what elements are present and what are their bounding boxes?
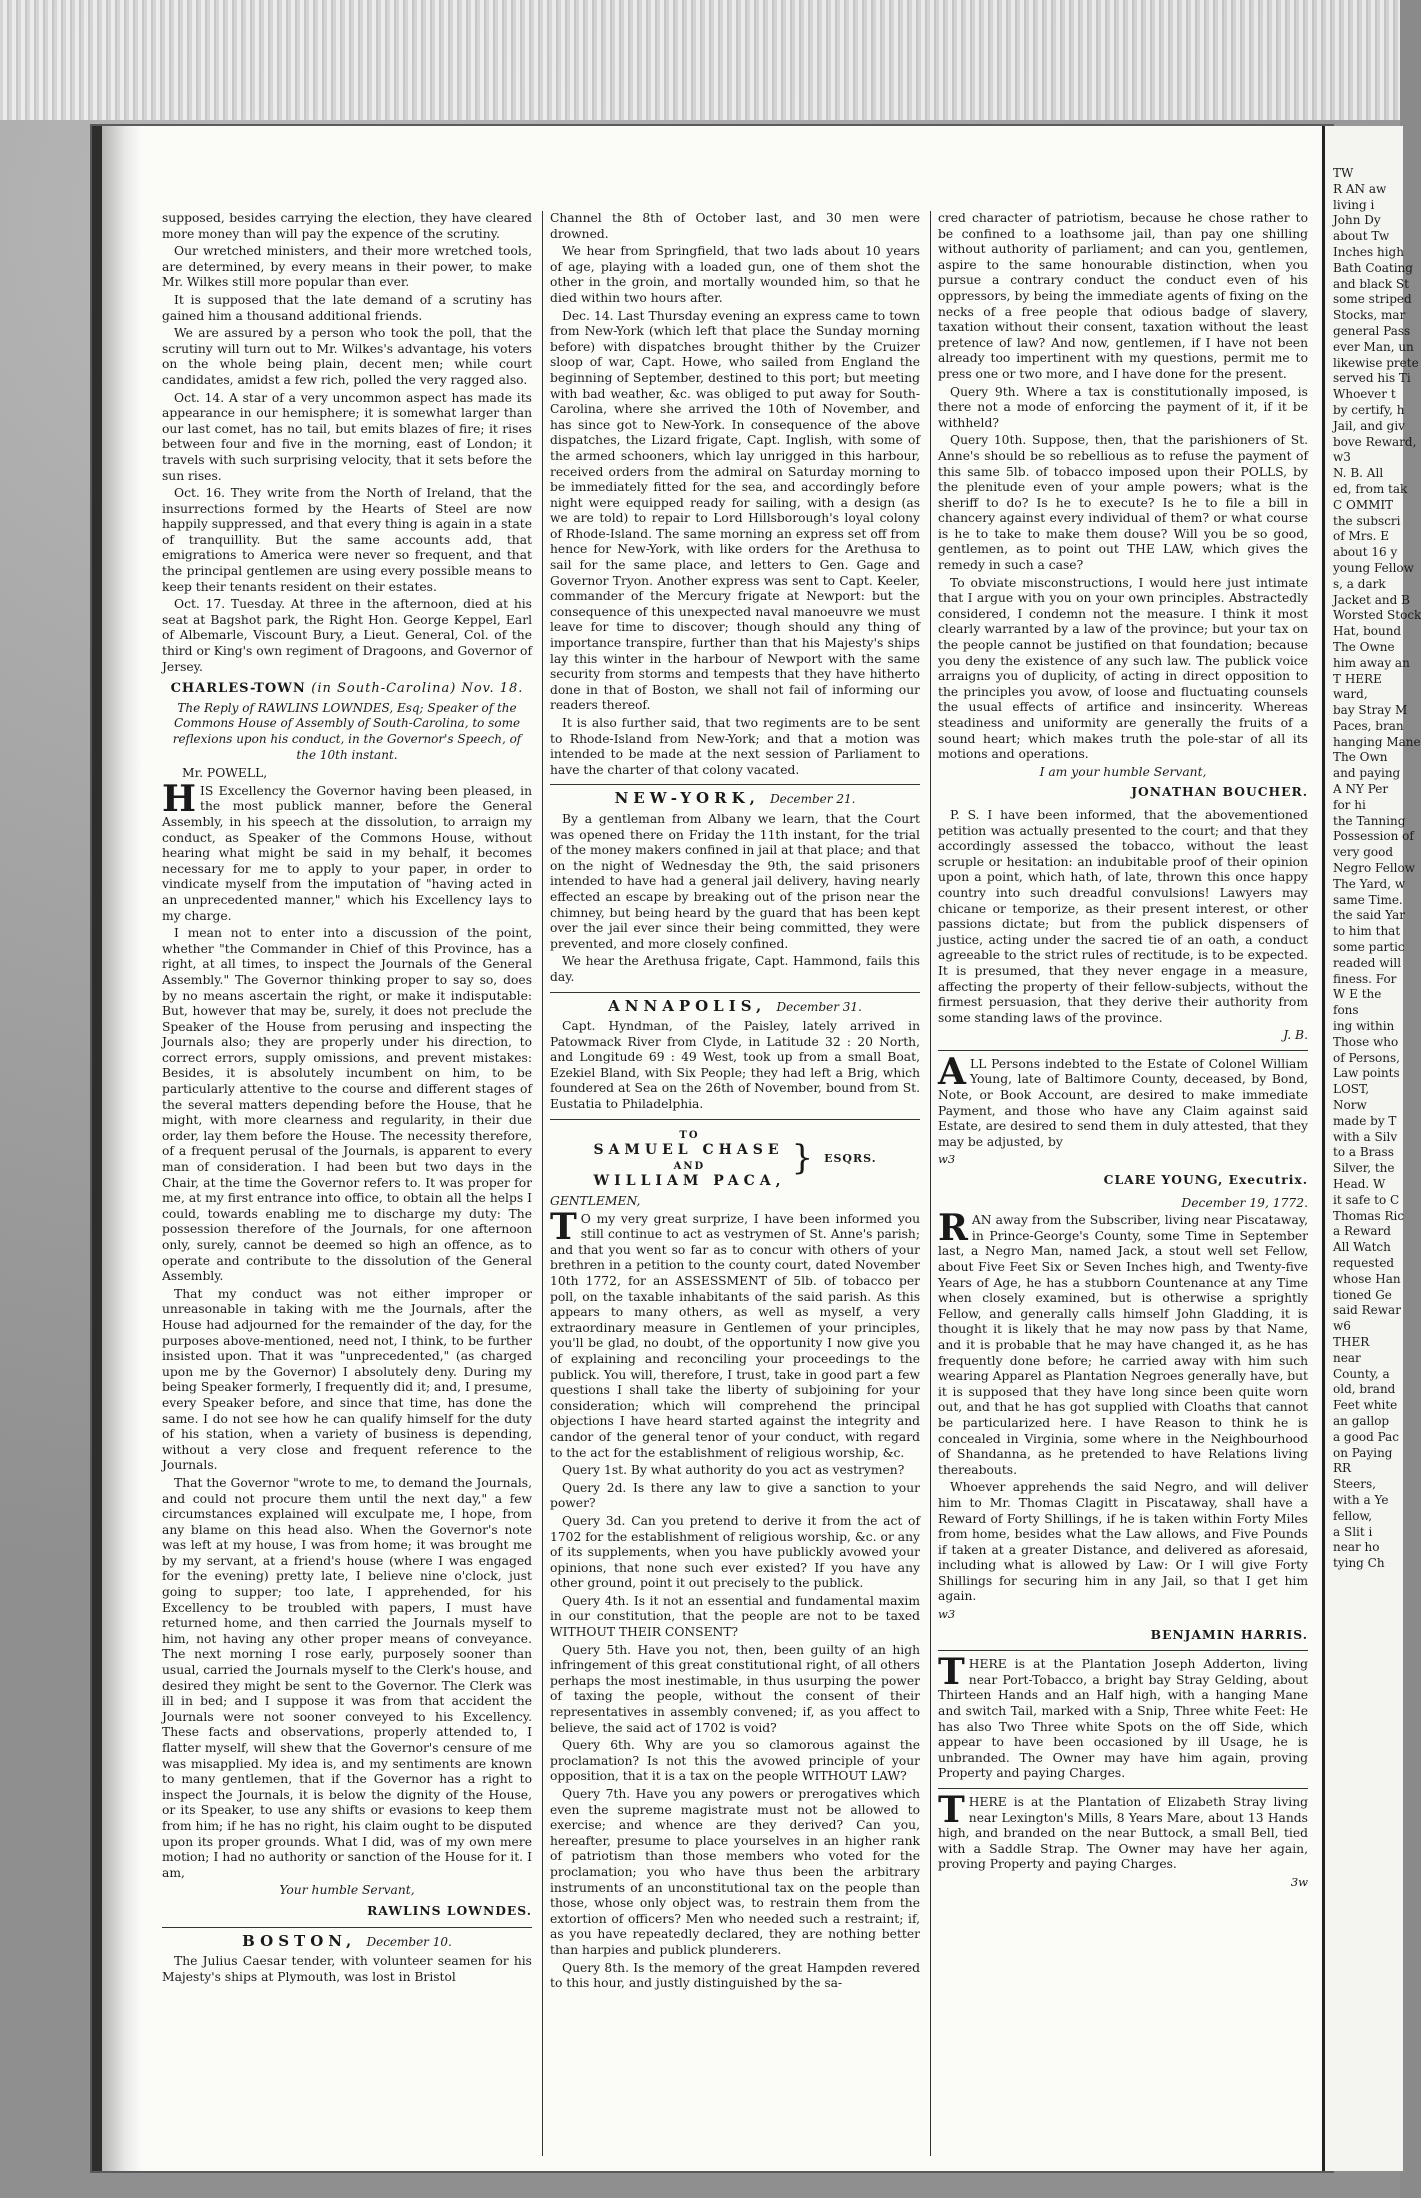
fragment-line: hanging Mane xyxy=(1333,734,1421,749)
paragraph: It is also further said, that two regiments are to be sent to Rhode-Island from New-York; and that a motion was intended to be made at the next session of Parliament to have the charter of that colony vacated. xyxy=(550,716,920,777)
closing: I am your humble Servant, xyxy=(1039,764,1207,779)
fragment-line: Inches high xyxy=(1333,244,1404,259)
fragment-line: some striped xyxy=(1333,292,1412,307)
fragment-line: the Tanning xyxy=(1333,813,1406,828)
fragment-line: with a Ye xyxy=(1333,1492,1389,1507)
dateline-heading xyxy=(162,681,532,697)
fragment-line: for hi xyxy=(1333,797,1366,812)
paragraph: I mean not to enter into a discussion of the point, whether "the Commander in Chief of this Province, has a right, at all times, to inspect the Journals of the General Assembly." The Governor thinking proper to say so, does by no means ascertain the right, or make it indisputable: But, however that may be, surely, it does not preclude the Speaker of the House from perusing and inspecting the Journals also; they are properly under his direction, to correct errors, supply omissions, and prevent mistakes: Besides, it is absolutely incumbent on him, to be particularly attentive to the course and different stages of the several matters depending before the House, that he might, with more clearness and regularity, in their due order, lay them before the House. The necessity therefore, of a frequent perusal of the Journals, is apparent to every man of consideration. I had been but two days in the Chair, at the time the Governor refers to. It was proper for me, at my first entrance into office, to obtain all the helps I could, towards enabling me to discharge my duty: The possession therefore of the Journals, for one afternoon only, surely, cannot be deemed so high an offence, as to operate and contribute to the dissolution of the General Assembly. xyxy=(162,926,532,1284)
fragment-line: R AN aw xyxy=(1333,181,1387,196)
fragment-line: young Fellow xyxy=(1333,560,1414,575)
fragment-line: with a Silv xyxy=(1333,1129,1398,1144)
article-subheading: The Reply of RAWLINS LOWNDES, Esq; Speaker of the Commons House of Assembly of South-Carolina, to some reflexions upon his conduct, in the Governor's Speech, of the 10th instant. xyxy=(172,700,522,762)
paragraph: We hear the Arethusa frigate, Capt. Hammond, fails this day. xyxy=(550,954,920,984)
fragment-line: w6 xyxy=(1333,1319,1351,1334)
fragment-line: him away an xyxy=(1333,655,1410,670)
column-2 xyxy=(550,211,920,2161)
paragraph: By a gentleman from Albany we learn, that the Court was opened there on Friday the 11th instant, for the trial of the money makers confined in jail at that place; and that on the night of Wednesday the 9th, the said prisoners intended to have had a general jail delivery, having nearly effected an escape by breaking out of the prison near the chimney, but being heard by the guard that has been kept over the jail ever since their being committed, they were prevented, and more closely confined. xyxy=(550,811,920,951)
fragment-line: Silver, the xyxy=(1333,1161,1395,1176)
fragment-line: served his Ti xyxy=(1333,371,1411,386)
fragment-line: Paces, bran xyxy=(1333,718,1404,733)
fragment-line: Feet white xyxy=(1333,1398,1398,1413)
paragraph-text: IS Excellency the Governor having been pleased, in the most publick manner, before the General Assembly, in his speech at the dissolution, to arraign my conduct, as Speaker of the Commons House, without hearing what might be said in my behalf, it becomes necessary for me to apply to your paper, in order to vindicate myself from the imputation of "having acted in an unprecedented manner," which his Excellency lays to my charge. xyxy=(162,783,532,923)
fragment-line: tying Ch xyxy=(1333,1556,1385,1571)
fragment-line: readed will xyxy=(1333,955,1402,970)
address-name: WILLIAM PACA, xyxy=(593,1173,786,1190)
paragraph: supposed, besides carrying the election, they have cleared more money than will pay the expence of the scrutiny. xyxy=(162,211,532,241)
fragment-line: Stocks, mar xyxy=(1333,308,1406,323)
paragraph-text: O my very great surprize, I have been informed you still continue to act as vestrymen of St. Anne's parish; and that you went so far as to concur with others of your brethren in a petition to the county court, dated November 10th 1772, for an ASSESSMENT of 5lb. of tobacco per poll, on the taxable inhabitants of the said parish. As this appears to many others, as well as myself, a very extraordinary measure in Gentlemen of your principles, you'll be glad, no doubt, of the opportunity I now give you of explaining and reconciling your proceedings to the publick. You will, therefore, I trust, take in good part a few questions I shall take the liberty of subjoining for your consideration; which will comprehend the principal objections I have heard started against the integrity and candor of the general tenor of your conduct, with regard to the act for the establishment of religious worship, &c. xyxy=(550,1211,920,1460)
fragment-line: Steers, xyxy=(1333,1477,1376,1492)
advertisement xyxy=(938,1651,1308,1782)
fragment-line: by certify, h xyxy=(1333,402,1405,417)
dateline-date: December 21. xyxy=(770,792,856,807)
address-name: SAMUEL CHASE xyxy=(593,1142,784,1159)
drop-cap: A xyxy=(938,1050,966,1093)
fragment-line: County, a xyxy=(1333,1366,1390,1381)
advertisement-text: AN away from the Subscriber, living near Piscataway, in Prince-George's County, some Time in September last, a Negro Man, named Jack, a stout well set Fellow, about Five Feet Six or Seven Inches high, and Twenty-five Years of Age, he has a stubborn Countenance at any Time when closely examined, but is otherwise a sprightly Fellow, and generally calls himself John Gladding, it is thought it is likely that he may now pass by that Name, and it is probable that he may have changed it, as he has frequently done before; he carried away with him such wearing Apparel as Plantation Negroes generally have, but it is supposed that they have long since been quite worn out, and that he has got supplied with Cloaths that cannot be particularized here. I have Reason to think he is concealed in Virginia, some where in the Neighbourhood of Shandanna, as he pretended to have Relations living thereabouts. xyxy=(938,1213,1308,1477)
fragment-line: All Watch xyxy=(1333,1240,1391,1255)
fragment-line: the subscri xyxy=(1333,513,1401,528)
drop-cap: T xyxy=(938,1651,965,1694)
drop-cap: R xyxy=(938,1207,968,1250)
closing: Your humble Servant, xyxy=(279,1883,415,1898)
advertisement-text: HERE is at the Plantation Joseph Adderton, living near Port-Tobacco, a bright bay Stray Gelding, about Thirteen Hands and an Half high, with a hanging Mane and switch Tail, marked with a Snip, Three white Feet: He has also Two Three white Spots on the off Side, which appear to have been occasioned by ill Usage, he is unbranded. The Owner may have him again, proving Property and paying Charges. xyxy=(938,1657,1308,1781)
fragment-line: Worsted Stock xyxy=(1333,608,1421,623)
advertisement-text: Whoever apprehends the said Negro, and will deliver him to Mr. Thomas Clagitt in Piscataway, shall have a Reward of Forty Shillings, if he is taken within Forty Miles from home, besides what the Law allows, and Five Pounds if taken at a greater Distance, and delivered as aforesaid, including what is allowed by Law: Or I will give Forty Shillings for securing him in any Jail, so that I get him again. xyxy=(938,1480,1308,1604)
fragment-line: an gallop xyxy=(1333,1413,1390,1428)
paragraph: Dec. 14. Last Thursday evening an express came to town from New-York (which left that place the Sunday morning before) with dispatches brought thither by the Cruizer sloop of war, Capt. Howe, who sailed from England the beginning of September, destined to this port; but meeting with bad weather, &c. was obliged to put away for South-Carolina, where she arrived the 10th of November, and has since got to New-York. In consequence of the above dispatches, the Lizard frigate, Capt. Inglish, with some of the armed schooners, which lay unrigged in this harbour, received orders from the admiral on Saturday morning to be immediately fitted for the sea, and accordingly before night were equipped ready for sailing, with a design (as we are told) to repair to Lord Hillsborough's loyal colony of Rhode-Island. The same morning an express set off from hence for New-York, with like orders for the Arethusa to sail for the same place, and letters to Gen. Gage and Governor Tryon. Another express was sent to Capt. Keeler, commander of the Mercury frigate at Newport: but the consequence of this unexpected naval manoeuvre we must leave for time to discover; though should any thing of importance transpire, further than that his Majesty's ships lay this winter in the harbour of Newport with the same security from storms and tempests that they have hitherto done in that of Boston, we shall not fail of informing our readers thereof. xyxy=(550,308,920,713)
fragment-line: on Paying xyxy=(1333,1445,1393,1460)
fragment-line: about 16 y xyxy=(1333,545,1398,560)
advertiser-signature: BENJAMIN HARRIS. xyxy=(1150,1626,1308,1642)
paragraph: Oct. 14. A star of a very uncommon aspect has made its appearance in our hemisphere; it is somewhat larger than our last comet, has no tail, but emits blazes of fire; it rises between four and five in the morning, east of London; it travels with such surprising velocity, that it sets before the sun rises. xyxy=(162,390,532,483)
divider xyxy=(938,1650,1308,1651)
query: Query 9th. Where a tax is constitutionally imposed, is there not a mode of enforcing the payment of it, if it be withheld? xyxy=(938,384,1308,430)
adjacent-page-fragment xyxy=(1322,126,1421,2171)
dateline-date: December 10. xyxy=(366,1934,452,1949)
fragment-line: C OMMIT xyxy=(1333,497,1394,512)
fragment-lines xyxy=(1325,126,1421,1572)
fragment-line: a Slit i xyxy=(1333,1524,1373,1539)
paragraph xyxy=(162,777,532,924)
paragraph: We hear from Springfield, that two lads about 10 years of age, playing with a loaded gun, one of them shot the other in the groin, and mortally wounded him, so that he died within two hours after. xyxy=(550,244,920,305)
fragment-line: Norw xyxy=(1333,1098,1367,1113)
brace-glyph: } xyxy=(791,1138,819,1179)
advertisement-date: December 19, 1772. xyxy=(1181,1195,1308,1210)
query: Query 10th. Suppose, then, that the parishioners of St. Anne's should be so rebellious as to refuse the payment of this same 5lb. of tobacco imposed upon their POLLS, by the plenitude even of your ample powers; what is the sheriff to do? Is he to execute? Is he to file a bill in chancery against every individual of them? or what course is he to take to make them douse? Will you be so good, gentlemen, as to point out THE LAW, which gives the remedy in such a case? xyxy=(938,433,1308,573)
fragment-line: to a Brass xyxy=(1333,1145,1394,1160)
fragment-line: of Persons, xyxy=(1333,1050,1400,1065)
insertion-mark: w3 xyxy=(938,1607,956,1622)
divider xyxy=(938,1050,1308,1051)
fragment-line: the said Yar xyxy=(1333,908,1405,923)
advertisement xyxy=(938,1789,1308,1873)
query: Query 2d. Is there any law to give a sanction to your power? xyxy=(550,1480,920,1511)
fragment-line: TW xyxy=(1333,166,1354,180)
paragraph xyxy=(550,1205,920,1462)
fragment-line: Those who xyxy=(1333,1034,1399,1049)
query: Query 7th. Have you any powers or prerogatives which even the supreme magistrate must not be allowed to exercise; and whence are they derived? Can you, hereafter, presume to place yourselves in an higher rank of patriotism than those members who voted for the proclamation; you who have thus been the arbitrary instruments of an unconstitutional tax on the people than those, whose only object was, to restrain them from the extortion of officers? Men who needed such a restraint; if, as you have repeatedly declared, they are nothing better than harpies and publick plunderers. xyxy=(550,1787,920,1957)
insertion-mark: w3 xyxy=(938,1152,956,1167)
postscript: P. S. I have been informed, that the abovementioned petition was actually presented to the court; and that they accordingly assessed the tobacco, without the least scruple or hesitation: an indubitable proof of their opinion upon a point, which hath, of late, thrown this once happy country into such dreadful convulsions! Lawyers may chicane or temporize, as their present interest, or other passions dictate; but from the publick dispensers of justice, acting under the sacred tie of an oath, a conduct agreeable to the strict rules of rectitude, is to be expected. It is presumed, that they never engage in a measure, affecting the property of their fellow-subjects, without the firmest persuasion, that they derive their authority from some standing laws of the province. xyxy=(938,807,1308,1025)
fragment-line: said Rewar xyxy=(1333,1303,1401,1318)
postscript-initials: J. B. xyxy=(1283,1028,1308,1043)
fragment-line: fellow, xyxy=(1333,1508,1373,1523)
fragment-line: made by T xyxy=(1333,1113,1397,1128)
paragraph: It is supposed that the late demand of a scrutiny has gained him a thousand additional friends. xyxy=(162,292,532,323)
address-title: ESQRS. xyxy=(824,1152,877,1166)
query: Query 8th. Is the memory of the great Hampden revered to this hour, and justly distinguished by the sa- xyxy=(550,1960,920,1991)
address-to: TO xyxy=(679,1129,700,1141)
fragment-line: very good xyxy=(1333,845,1394,860)
fragment-line: general Pass xyxy=(1333,323,1411,338)
query: Query 3d. Can you pretend to derive it from the act of 1702 for the establishment of religious worship, &c. or any of its supplements, when you have publickly avowed your opinions, that none such ever existed? If you have any other ground, point it out precisely to the publick. xyxy=(550,1513,920,1591)
fragment-line: The Own xyxy=(1333,750,1388,765)
divider xyxy=(550,784,920,785)
fragment-line: near xyxy=(1333,1350,1361,1365)
fragment-line: John Dy xyxy=(1333,213,1381,228)
paragraph: To obviate misconstructions, I would here just intimate that I argue with you on your own principles. Abstractedly considered, I condemn not the measure. I think it most clearly warranted by a law of the province; but your tax on the people cannot be justified on that foundation; because you deny the existence of any such law. The publick voice arraigns you of duplicity, of acting in direct opposition to the principles you avow, of loose and fluctuating counsels the usual effects of artifice and insincerity. Whereas steadiness and uniformity are generally the fruits of a sound heart; which makes truth the pole-star of all its motions and operations. xyxy=(938,575,1308,762)
fragment-line: and black St xyxy=(1333,276,1409,291)
column-1 xyxy=(162,211,532,2161)
fragment-line: ing within xyxy=(1333,1019,1395,1034)
advertisement-text: LL Persons indebted to the Estate of Colonel William Young, late of Baltimore County, deceased, by Bond, Note, or Book Account, are desired to make immediate Payment, and those who have any Claim against said Estate, are desired to send them in duly attested, that they may be adjusted, by xyxy=(938,1056,1308,1149)
binding-shadow xyxy=(102,126,142,2171)
fragment-line: to him that xyxy=(1333,924,1401,939)
divider xyxy=(162,1927,532,1928)
paragraph: We are assured by a person who took the poll, that the scrutiny will turn out to Mr. Wilkes's advantage, his voters on the whole being plain, decent men; while court candidates, amidst a few rich, polled the very ragged also. xyxy=(162,326,532,387)
fragment-line: some partic xyxy=(1333,940,1405,955)
fragment-line: and paying xyxy=(1333,766,1401,781)
fragment-line: likewise prete xyxy=(1333,355,1419,370)
address-block xyxy=(550,1128,920,1190)
column-rule xyxy=(930,211,931,2156)
fragment-line: a Reward xyxy=(1333,1224,1391,1239)
divider xyxy=(550,1119,920,1120)
place-name: BOSTON, xyxy=(242,1931,357,1950)
signature: RAWLINS LOWNDES. xyxy=(367,1902,532,1918)
signature: JONATHAN BOUCHER. xyxy=(1131,784,1308,800)
fragment-line: LOST, xyxy=(1333,1082,1370,1097)
fragment-line: Thomas Ric xyxy=(1333,1208,1405,1223)
fragment-line: Jail, and giv xyxy=(1333,418,1405,433)
place-name: NEW-YORK, xyxy=(614,789,760,808)
paragraph: cred character of patriotism, because he chose rather to be confined to a loathsome jail, than pay one shilling without authority of parliament; and can you, gentlemen, aspire to the same honourable distinction, when you pursue a contrary conduct the conduct even of his oppressors, by being the immediate agents of fixing on the necks of a free people that odious badge of slavery, taxation without their consent, taxation without the least pretence of law? And now, gentlemen, if I have not been already too impertinent with my questions, permit me to press one or two more, and I have done for the present. xyxy=(938,211,1308,381)
paragraph: That my conduct was not either improper or unreasonable in taking with me the Journals, after the House had adjourned for the remainder of the day, for the purposes above-mentioned, need not, I think, to be further insisted upon. That it was "unprecedented," (as charged upon me by the Governor) I absolutely deny. During my being Speaker formerly, I frequently did it; and, I presume, every Speaker before, and since that time, has done the same. I do not see how he can qualify himself for the duty of his station, when a variety of business is depending, without a very close and frequent reference to the Journals. xyxy=(162,1286,532,1473)
dateline-date: December 31. xyxy=(776,999,862,1014)
column-rule xyxy=(542,211,543,2156)
paragraph: Capt. Hyndman, of the Paisley, lately arrived in Patowmack River from Clyde, in Latitude 32 : 20 North, and Longitude 69 : 49 West, took up from a small Boat, Ezekiel Bland, with Six People; they had left a Brig, which foundered at Sea on the 26th of November, bound from St. Eustatia to Philadelphia. xyxy=(550,1019,920,1112)
salutation: GENTLEMEN, xyxy=(550,1194,641,1209)
advertisement xyxy=(938,1207,1308,1478)
query: Query 4th. Is it not an essential and fundamental maxim in our constitution, that the people are not to be taxed WITHOUT THEIR CONSENT? xyxy=(550,1593,920,1640)
fragment-line: W E the xyxy=(1333,987,1382,1002)
insertion-mark: 3w xyxy=(1290,1874,1308,1889)
paragraph: Our wretched ministers, and their more wretched tools, are determined, by every means in their power, to make Mr. Wilkes still more popular than ever. xyxy=(162,244,532,290)
fragment-line: ward, xyxy=(1333,687,1368,702)
fragment-line: ever Man, un xyxy=(1333,339,1414,354)
fragment-line: of Mrs. E xyxy=(1333,529,1390,544)
fragment-line: old, brand xyxy=(1333,1382,1396,1397)
dateline-heading xyxy=(550,791,920,808)
paragraph: Channel the 8th of October last, and 30 men were drowned. xyxy=(550,211,920,241)
fragment-line: same Time. xyxy=(1333,892,1403,907)
paragraph: Oct. 17. Tuesday. At three in the afternoon, died at his seat at Bagshot park, the Right Hon. George Keppel, Earl of Albemarle, Viscount Bury, a Lieut. General, Col. of the third or King's own regiment of Dragoons, and Governor of Jersey. xyxy=(162,597,532,674)
advertiser-signature: CLARE YOUNG, Executrix. xyxy=(1103,1172,1308,1188)
drop-cap: T xyxy=(550,1205,577,1248)
fragment-line: near ho xyxy=(1333,1540,1380,1555)
fragment-line: A NY Per xyxy=(1333,782,1389,797)
fragment-line: bove Reward, xyxy=(1333,434,1417,449)
drop-cap: T xyxy=(938,1789,965,1831)
divider xyxy=(550,992,920,993)
advertisement xyxy=(938,1050,1308,1151)
fragment-line: The Owne xyxy=(1333,639,1395,654)
fragment-line: Jacket and B xyxy=(1333,592,1410,607)
fragment-line: it safe to C xyxy=(1333,1192,1400,1207)
salutation: Mr. POWELL, xyxy=(182,766,268,781)
address-names xyxy=(593,1128,785,1190)
dateline-heading xyxy=(162,1931,532,1951)
fragment-line: tioned Ge xyxy=(1333,1287,1392,1302)
fragment-line: Possession of xyxy=(1333,829,1414,844)
fragment-line: Head. W xyxy=(1333,1177,1386,1191)
query: Query 5th. Have you not, then, been guilty of an high infringement of this great constitutional right, of all others perhaps the most inestimable, in thus usurping the power of taxing the people, without the consent of their representatives in assembly convened; if, as you affect to believe, the said act of 1702 is void? xyxy=(550,1642,920,1735)
fragment-line: whose Han xyxy=(1333,1271,1401,1286)
newspaper-page xyxy=(92,126,1332,2171)
fragment-line: Bath Coating xyxy=(1333,260,1413,275)
fragment-line: ed, from tak xyxy=(1333,481,1408,496)
place-name: ANNAPOLIS, xyxy=(608,996,767,1015)
fragment-line: Negro Fellow xyxy=(1333,861,1416,876)
fragment-line: N. B. All xyxy=(1333,466,1384,481)
column-3 xyxy=(938,211,1308,2161)
paragraph: That the Governor "wrote to me, to demand the Journals, and could not procure them until the next day," a few circumstances explained will exculpate me, I hope, from any blame on this head also. When the Governor's note was left at my house, I was from home; it was brought me by my servant, at a friend's house (where I was engaged for the evening) pretty late, I believe nine o'clock, just going to supper; too late, I apprehended, for his Excellency to be troubled with papers, I must have returned home, and then carried the Journals myself to him, not having any other proper means of conveyance. The next morning I rose early, purposely sooner than usual, carried the Journals myself to the Clerk's house, and desired they might be sent to the Governor. The Clerk was ill in bed; and I suppose it was from that accident the Journals were not sooner conveyed to his Excellency. These facts and observations, properly attended to, I flatter myself, will shew that the Governor's censure of me was misapplied. My idea is, and my sentiments are known to many gentlemen, that if the Governor has a right to inspect the Journals, it is below the dignity of the House, or its Speaker, to use any shifts or evasions to keep them from him; if he has no right, his claim ought to be disputed upon its proper grounds. What I did, was of my own mere motion; I had no authority or sanction of the House for it. I am, xyxy=(162,1475,532,1880)
place-name: CHARLES-TOWN xyxy=(170,681,306,697)
address-and: AND xyxy=(673,1160,706,1172)
fragment-line: w3 xyxy=(1333,450,1351,465)
drop-cap: H xyxy=(162,777,197,820)
fragment-line: Hat, bound xyxy=(1333,624,1402,639)
fragment-line: bay Stray M xyxy=(1333,703,1408,718)
fragment-line: RR xyxy=(1333,1461,1352,1476)
fragment-line: about Tw xyxy=(1333,229,1390,244)
advertisement-text: HERE is at the Plantation of Elizabeth Stray living near Lexington's Mills, 8 Years Mare, about 13 Hands high, and branded on the near Buttock, a small Bell, tied with a Saddle Strap. The Owner may have her again, proving Property and paying Charges. xyxy=(938,1795,1308,1872)
paragraph: Oct. 16. They write from the North of Ireland, that the insurrections formed by the Hearts of Steel are now happily suppressed, and that every thing is again in a state of tranquillity. But the same accounts add, that emigrations to America were never so frequent, and that the principal gentlemen are using every possible means to keep their tenants resident on their estates. xyxy=(162,486,532,594)
facing-page-edge xyxy=(0,0,1400,120)
query: Query 1st. By what authority do you act as vestrymen? xyxy=(562,1463,905,1478)
query: Query 6th. Why are you so clamorous against the proclamation? Is not this the avowed principle of your opposition, that it is a tax on the people WITHOUT LAW? xyxy=(550,1738,920,1784)
fragment-line: a good Pac xyxy=(1333,1429,1400,1444)
fragment-line: The Yard, w xyxy=(1333,876,1406,891)
fragment-line: T HERE xyxy=(1333,671,1382,686)
fragment-line: Law points xyxy=(1333,1066,1400,1081)
paragraph: The Julius Caesar tender, with volunteer seamen for his Majesty's ships at Plymouth, was lost in Bristol xyxy=(162,1954,532,1984)
fragment-line: finess. For xyxy=(1333,971,1397,986)
fragment-line: THER xyxy=(1333,1334,1370,1349)
dateline-heading xyxy=(550,996,920,1016)
fragment-line: Whoever t xyxy=(1333,387,1396,402)
fragment-line: s, a dark xyxy=(1333,576,1386,591)
divider xyxy=(938,1788,1308,1789)
dateline-date: (in South-Carolina) Nov. 18. xyxy=(311,681,524,697)
fragment-line: requested xyxy=(1333,1255,1395,1270)
fragment-line: fons xyxy=(1333,1003,1359,1018)
fragment-line: living i xyxy=(1333,197,1375,212)
